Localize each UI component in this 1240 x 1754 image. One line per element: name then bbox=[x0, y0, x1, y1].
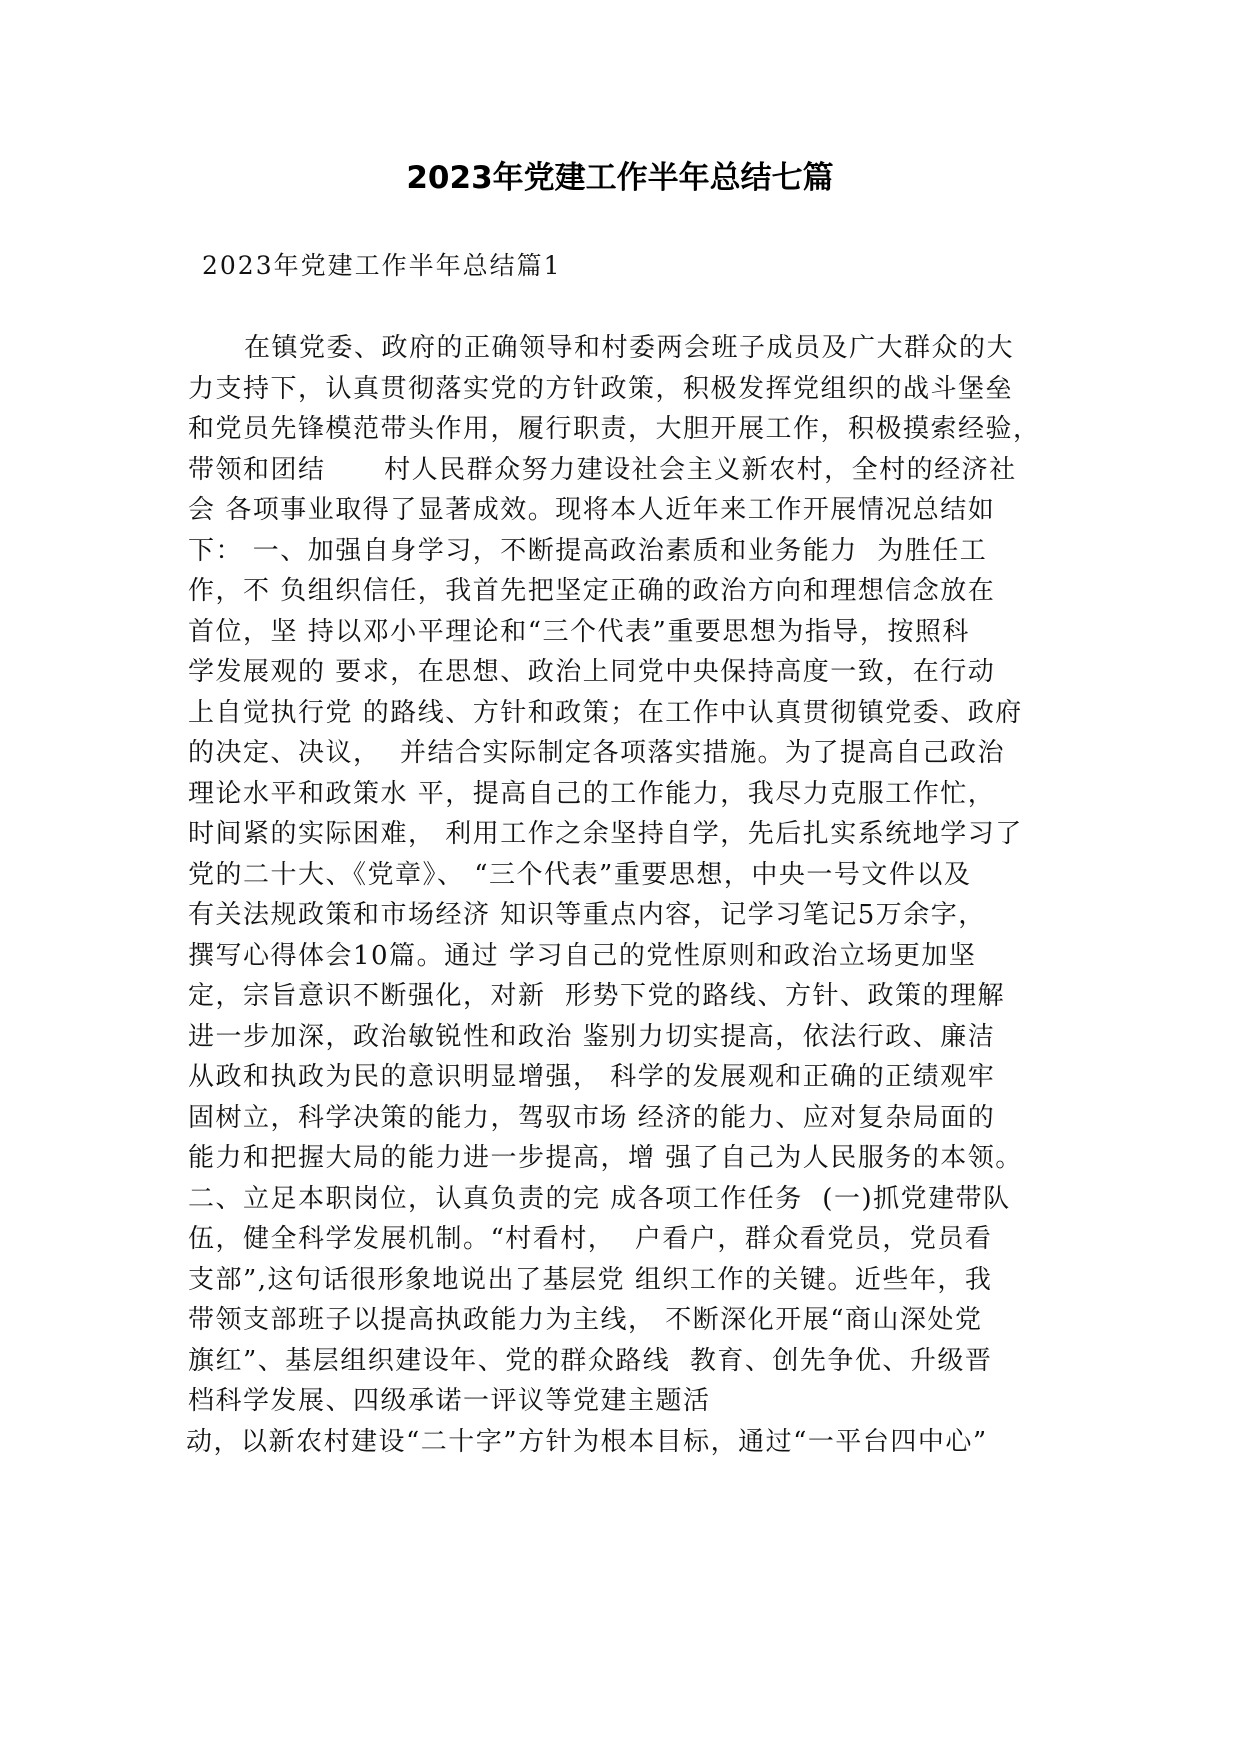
paragraph-line: 下： 一、加强自身学习，不断提高政治素质和业务能力 为胜任工 bbox=[188, 535, 988, 566]
paragraph-line: 带领支部班子以提高执政能力为主线， 不断深化开展“商山深处党 bbox=[188, 1305, 983, 1335]
paragraph-line: 定，宗旨意识不断强化，对新 形势下党的路线、方针、政策的理解 bbox=[188, 981, 1006, 1011]
paragraph-line: 作，不 负组织信任，我首先把坚定正确的政治方向和理想信念放在 bbox=[188, 576, 996, 606]
paragraph-line: 力支持下，认真贯彻落实党的方针政策，积极发挥党组织的战斗堡垒 bbox=[188, 373, 1014, 404]
paragraph-line: 从政和执政为民的意识明显增强， 科学的发展观和正确的正绩观牢 bbox=[188, 1062, 996, 1092]
body-paragraph bbox=[188, 328, 1068, 1462]
paragraph-line: 党的二十大、《党章》、 “三个代表”重要思想，中央一号文件以及 bbox=[188, 859, 972, 890]
paragraph-line: 伍，健全科学发展机制。“村看村， 户看户，群众看党员，党员看 bbox=[188, 1224, 993, 1254]
paragraph-line: 在镇党委、政府的正确领导和村委两会班子成员及广大群众的大 bbox=[244, 333, 1015, 363]
paragraph-line: 撰写心得体会10篇。通过 学习自己的党性原则和政治立场更加坚 bbox=[188, 940, 977, 971]
paragraph-line: 旗红”、基层组织建设年、党的群众路线 教育、创先争优、升级晋 bbox=[188, 1345, 993, 1376]
paragraph-line: 动，以新农村建设“二十字”方针为根本目标，通过“一平台四中心” bbox=[186, 1426, 988, 1457]
paragraph-line: 理论水平和政策水 平，提高自己的工作能力，我尽力克服工作忙， bbox=[188, 778, 996, 809]
paragraph-line: 固树立，科学决策的能力，驾驭市场 经济的能力、应对复杂局面的 bbox=[188, 1102, 996, 1133]
paragraph-line: 有关法规政策和市场经济 知识等重点内容，记学习笔记5万余字， bbox=[188, 900, 986, 930]
paragraph-line: 上自觉执行党 的路线、方针和政策；在工作中认真贯彻镇党委、政府 bbox=[188, 697, 1023, 728]
paragraph-line: 的决定、决议， 并结合实际制定各项落实措施。为了提高自己政治 bbox=[188, 738, 1006, 768]
paragraph-line: 时间紧的实际困难， 利用工作之余坚持自学，先后扎实系统地学习了 bbox=[188, 819, 1023, 849]
document-title: 2023年党建工作半年总结七篇 bbox=[406, 160, 834, 196]
paragraph-line: 带领和团结 村人民群众努力建设社会主义新农村，全村的经济社 bbox=[188, 454, 1017, 485]
paragraph-line: 二、立足本职岗位，认真负责的完 成各项工作任务 (一)抓党建带队 bbox=[188, 1183, 1011, 1214]
paragraph-line: 进一步加深，政治敏锐性和政治 鉴别力切实提高，依法行政、廉洁 bbox=[188, 1021, 996, 1052]
paragraph-line: 和党员先锋模范带头作用，履行职责，大胆开展工作，积极摸索经验， bbox=[188, 414, 1041, 444]
paragraph-line: 学发展观的 要求，在思想、政治上同党中央保持高度一致，在行动 bbox=[188, 657, 996, 687]
section-heading: 2023年党建工作半年总结篇1 bbox=[202, 251, 562, 280]
paragraph-line: 档科学发展、四级承诺一评议等党建主题活 bbox=[188, 1386, 711, 1416]
paragraph-line: 会 各项事业取得了显著成效。现将本人近年来工作开展情况总结如 bbox=[188, 495, 996, 525]
paragraph-line: 能力和把握大局的能力进一步提高，增 强了自己为人民服务的本领。 bbox=[188, 1143, 1023, 1173]
paragraph-line: 支部”,这句话很形象地说出了基层党 组织工作的关键。近些年，我 bbox=[188, 1264, 993, 1295]
paragraph-line: 首位，坚 持以邓小平理论和“三个代表”重要思想为指导，按照科 bbox=[188, 616, 970, 647]
